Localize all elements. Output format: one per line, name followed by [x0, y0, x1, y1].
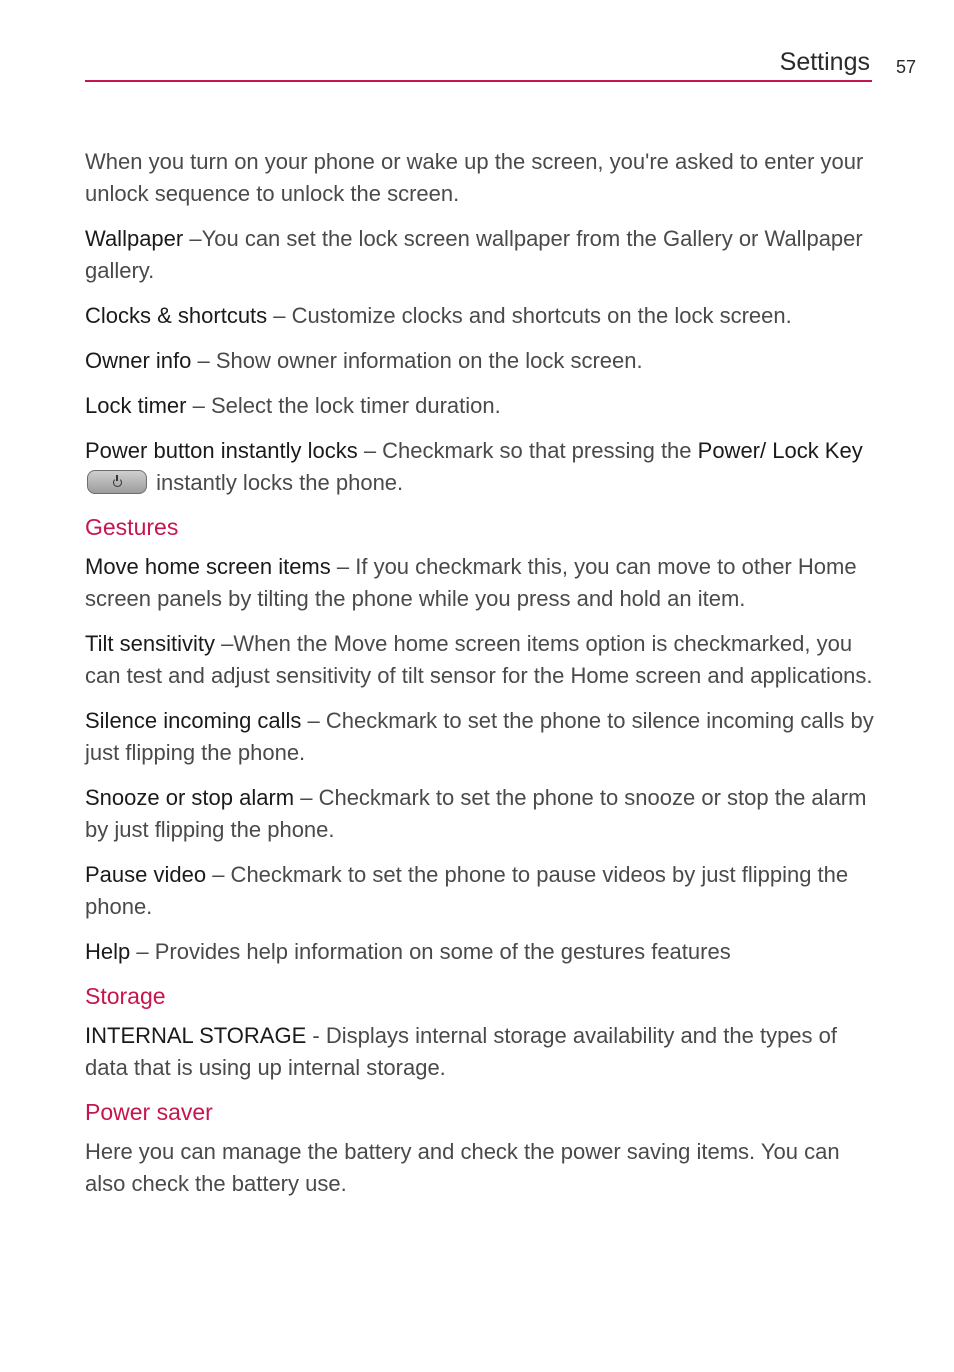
item-term: Tilt sensitivity: [85, 631, 215, 656]
silence-calls-item: [85, 705, 875, 769]
key-name: Power/ Lock Key: [697, 438, 863, 463]
internal-storage-item: [85, 1020, 875, 1084]
header-divider: [85, 80, 872, 82]
item-desc: – Checkmark to set the phone to snooze or stop the alarm by just flipping the phone.: [85, 785, 867, 842]
item-desc: –You can set the lock screen wallpaper from the Gallery or Wallpaper gallery.: [85, 226, 863, 283]
item-term: Power button instantly locks: [85, 438, 358, 463]
owner-info-item: [85, 345, 875, 377]
intro-paragraph: When you turn on your phone or wake up the screen, you're asked to enter your unlock sequence to unlock the screen.: [85, 149, 864, 206]
item-desc: –When the Move home screen items option is checkmarked, you can test and adjust sensitivity of tilt sensor for the Home screen and applications.: [85, 631, 873, 688]
power-symbol-icon: [113, 478, 122, 487]
page-number: 57: [895, 57, 916, 77]
page-header: [0, 0, 954, 90]
section-title: Settings: [779, 48, 870, 76]
power-lock-key-icon: [87, 470, 147, 494]
item-desc: – Checkmark to set the phone to silence incoming calls by just flipping the phone.: [85, 708, 874, 765]
storage-heading: Storage: [85, 983, 166, 1009]
item-term: Lock timer: [85, 393, 187, 418]
item-desc: – Checkmark to set the phone to pause videos by just flipping the phone.: [85, 862, 849, 919]
help-item: [85, 936, 875, 968]
wallpaper-item: [85, 223, 875, 287]
item-term: Silence incoming calls: [85, 708, 302, 733]
page-body: [85, 146, 875, 1213]
item-term: Pause video: [85, 862, 207, 887]
item-desc: – Customize clocks and shortcuts on the lock screen.: [267, 303, 792, 328]
item-desc: – Select the lock timer duration.: [186, 393, 501, 418]
item-desc: - Displays internal storage availability and the types of data that is using up internal storage.: [85, 1023, 837, 1080]
item-desc: – Show owner information on the lock screen.: [191, 348, 643, 373]
item-desc: – Checkmark so that pressing the: [357, 438, 698, 463]
item-desc: – If you checkmark this, you can move to other Home screen panels by tilting the phone while you press and hold an item.: [85, 554, 857, 611]
snooze-alarm-item: [85, 782, 875, 846]
item-term: Help: [85, 939, 131, 964]
item-term: Wallpaper: [85, 226, 184, 251]
item-term: Owner info: [85, 348, 192, 373]
tilt-sensitivity-item: [85, 628, 875, 692]
item-desc: – Provides help information on some of the gestures features: [130, 939, 731, 964]
clocks-shortcuts-item: [85, 300, 875, 332]
power-saver-heading: Power saver: [85, 1099, 213, 1125]
pause-video-item: [85, 859, 875, 923]
lock-timer-item: [85, 390, 875, 422]
item-term: Clocks & shortcuts: [85, 303, 268, 328]
item-term: Move home screen items: [85, 554, 331, 579]
power-saver-text: Here you can manage the battery and check the power saving items. You can also check the battery use.: [85, 1139, 840, 1196]
item-desc: instantly locks the phone.: [150, 470, 404, 495]
item-term: Snooze or stop alarm: [85, 785, 295, 810]
power-button-locks-item: [85, 435, 875, 499]
move-home-items-item: [85, 551, 875, 615]
item-term: INTERNAL STORAGE: [85, 1023, 307, 1048]
gestures-heading: Gestures: [85, 514, 179, 540]
